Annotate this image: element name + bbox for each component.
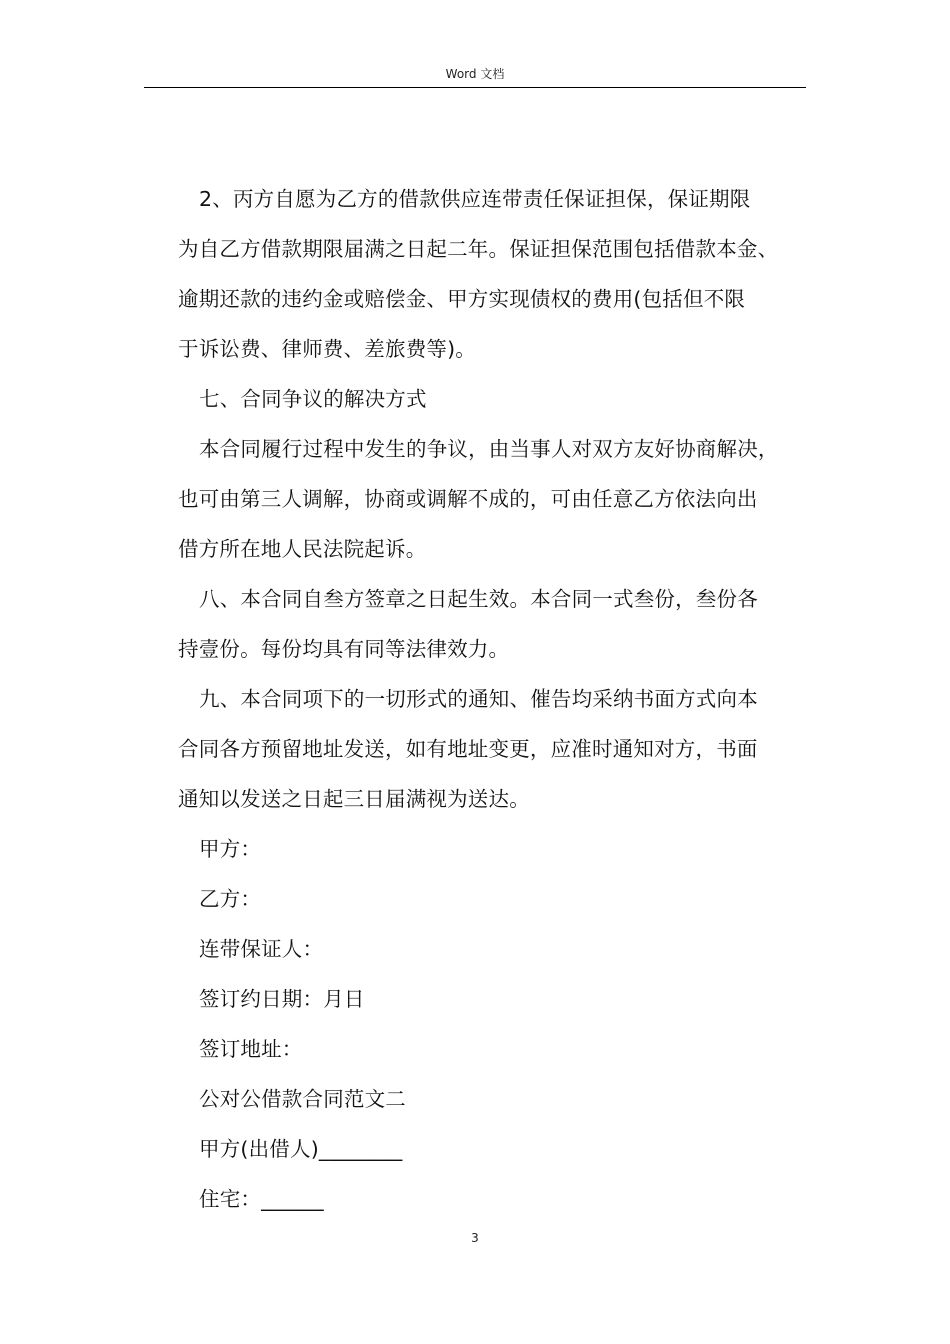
page-number: 3 (471, 1231, 479, 1245)
paragraph-line: 为自乙方借款期限届满之日起二年。保证担保范围包括借款本金、 (178, 237, 779, 261)
paragraph-line: 本合同履行过程中发生的争议，由当事人对双方友好协商解决， (199, 437, 779, 461)
signing-place-label: 签订地址： (199, 1037, 303, 1061)
paragraph-line: 于诉讼费、律师费、差旅费等)。 (178, 337, 476, 361)
header-divider (144, 87, 806, 88)
paragraph-line: 通知以发送之日起三日届满视为送达。 (178, 787, 530, 811)
residence-field: 住宅：______ (199, 1187, 324, 1211)
section-heading: 七、合同争议的解决方式 (199, 387, 427, 411)
paragraph-line: 逾期还款的违约金或赔偿金、甲方实现债权的费用(包括但不限 (178, 287, 746, 311)
document-body (178, 174, 818, 1224)
paragraph-line: 八、本合同自叁方签章之日起生效。本合同一式叁份，叁份各 (199, 587, 758, 611)
signing-date-label: 签订约日期：月日 (199, 987, 365, 1011)
party-a-label: 甲方： (199, 837, 262, 861)
page-header-title: Word 文档 (445, 67, 505, 81)
paragraph-line: 也可由第三人调解，协商或调解不成的，可由任意乙方依法向出 (178, 487, 758, 511)
section-title: 公对公借款合同范文二 (199, 1087, 406, 1111)
guarantor-label: 连带保证人： (199, 937, 324, 961)
paragraph-line: 合同各方预留地址发送，如有地址变更，应准时通知对方，书面 (178, 737, 758, 761)
paragraph-line: 持壹份。每份均具有同等法律效力。 (178, 637, 510, 661)
paragraph-line: 借方所在地人民法院起诉。 (178, 537, 427, 561)
paragraph-line: 2、丙方自愿为乙方的借款供应连带责任保证担保，保证期限 (199, 187, 751, 211)
party-b-label: 乙方： (199, 887, 262, 911)
paragraph-line: 九、本合同项下的一切形式的通知、催告均采纳书面方式向本 (199, 687, 758, 711)
lender-field: 甲方(出借人)________ (199, 1137, 403, 1161)
